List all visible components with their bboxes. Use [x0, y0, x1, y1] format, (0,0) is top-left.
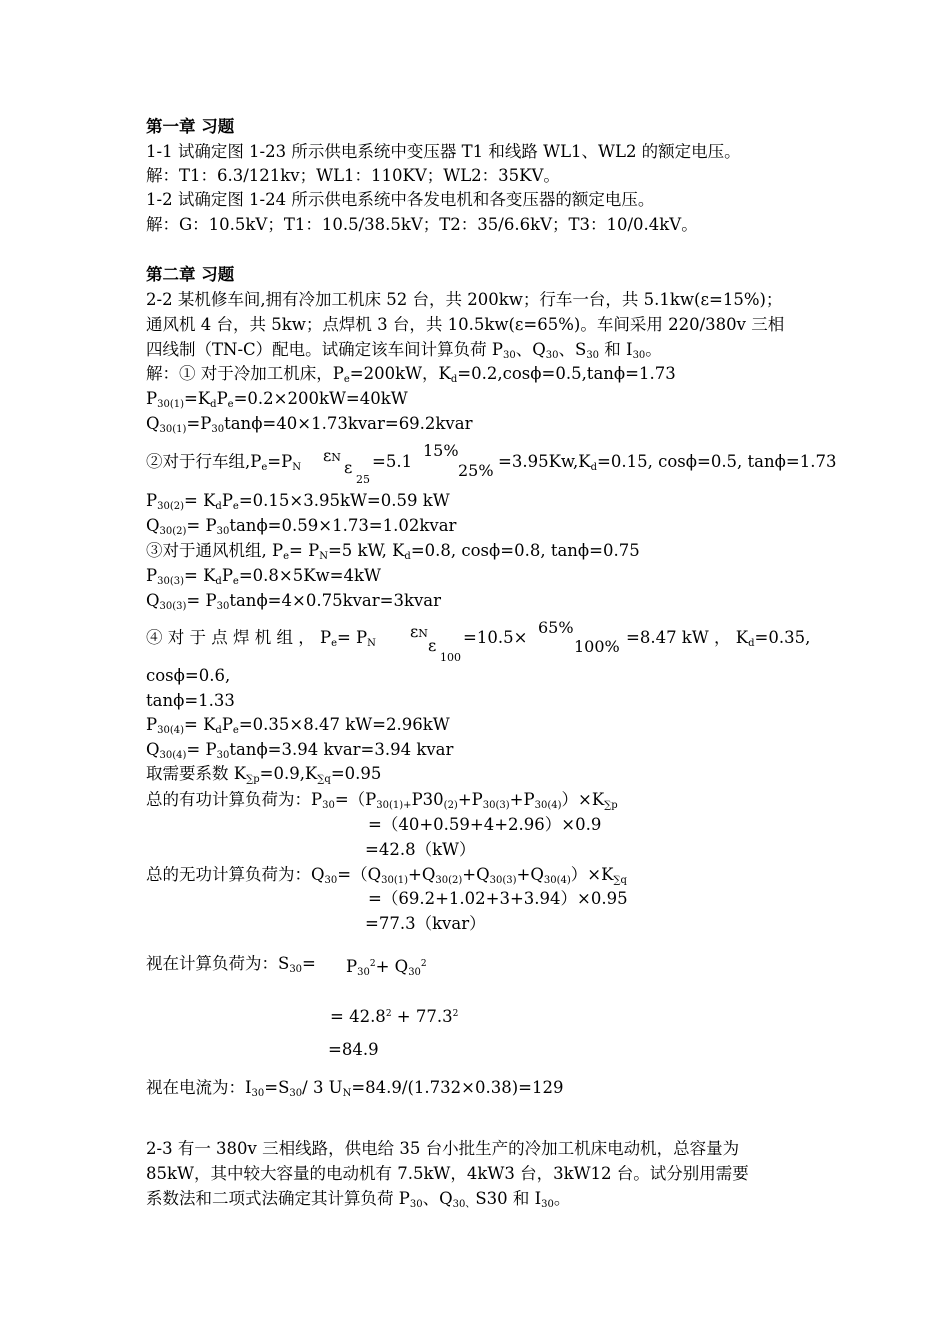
- solution-step3: ③对于通风机组, $P_e= P_N=5$ kW, $K_d=0.8$, cosϕ=0.8, tanϕ=0.75: [146, 541, 640, 562]
- answer-1-1: 解：T1：6.3/121kv；WL1：110KV；WL2：35KV。: [146, 166, 560, 185]
- step2-result: $=3.95Kw,K_d=0.15$, cosϕ=0.5, tanϕ=1.73: [498, 452, 837, 473]
- step4-tan: tanϕ=1.33: [146, 691, 235, 710]
- total-active-load-result: =42.8（kW）: [365, 840, 476, 859]
- q30-2-formula: $Q_{30(2)}=$ $P_{30}\tan\phi=0.59\times 1.73=1.02kvar$: [146, 516, 457, 537]
- chapter1-heading: 第一章 习题: [146, 117, 235, 136]
- question-1-1: 1-1 试确定图 1-23 所示供电系统中变压器 T1 和线路 WL1、WL2 的额定电压。: [146, 142, 741, 161]
- epsilon-100: ε: [428, 636, 437, 655]
- fraction-15-numerator: 15%: [423, 441, 459, 460]
- apparent-current: 视在电流为：$I_{30}=S_{30}/$ 3 $U_N=84.9/(1.732\times 0.38)=129$: [146, 1078, 564, 1099]
- epsilon-n-step4: εN: [410, 622, 428, 641]
- solution-step1: 解：① 对于冷加工机床，$P_e=200kW$，$K_d=0.2,\cos\phi=0.5,\tan\phi=1.73$: [146, 364, 676, 385]
- total-active-load: 总的有功计算负荷为：$P_{30}=(P_{30(1)+}P30_{(2)}+P_{30(3)}+P_{30(4)})\times K_{\sum p}$: [146, 790, 618, 811]
- total-reactive-load: 总的无功计算负荷为：$Q_{30}=(Q_{30(1)}+Q_{30(2)}+Q_{30(3)}+Q_{30(4)})\times K_{\sum q}$: [146, 865, 627, 886]
- fraction-65-numerator: 65%: [538, 618, 574, 637]
- question-2-2-line2: 通风机 4 台，共 5kw；点焊机 3 台，共 10.5kw(ε=65%)。车间采用 220/380v 三相: [146, 315, 785, 334]
- solution-step2: ②对于行车组$,P_e=P_N$: [146, 452, 301, 473]
- question-2-3-line3: 系数法和二项式法确定其计算负荷 $P_{30}$、$Q_{30、}S30$ 和 $I_{30}$。: [146, 1189, 571, 1210]
- question-2-3-line2: 85kW，其中较大容量的电动机有 7.5kW，4kW3 台，3kW12 台。试分别用需要: [146, 1164, 749, 1183]
- step4-cos: cosϕ=0.6,: [146, 666, 231, 685]
- fraction-25-denominator: 25%: [458, 461, 494, 480]
- apparent-load-radicand: $P_{30}^2+ Q_{30}^2$: [346, 957, 427, 978]
- q30-3-formula: $Q_{30(3)}=$ $P_{30}\tan\phi=4\times 0.75kvar=3kvar$: [146, 591, 441, 612]
- total-reactive-load-result: =77.3（kvar）: [365, 914, 486, 933]
- solution-step4: ④ 对 于 点 焊 机 组 ， $P_e= P_N$: [146, 628, 376, 649]
- step4-eq: =10.5×: [463, 628, 528, 647]
- apparent-load-line2: = $42.8^2 + 77.3^2$: [330, 1007, 459, 1026]
- epsilon-25: ε: [344, 458, 353, 477]
- apparent-load: 视在计算负荷为：$S_{30}=$: [146, 954, 316, 975]
- question-2-2-line1: 2-2 某机修车间,拥有冷加工机床 52 台，共 200kw；行车一台，共 5.1kw(ε=15%)；: [146, 290, 783, 309]
- apparent-load-result: =84.9: [328, 1040, 379, 1059]
- epsilon-25-sub: 25: [356, 473, 370, 486]
- p30-4-formula: $P_{30(4)}= K_dP_e=0.35\times 8.47$ kW=2.96kW: [146, 715, 450, 736]
- q30-1-formula: $Q_{30(1)}=P_{30}\tan\phi=40\times 1.73kvar=69.2kvar$: [146, 414, 473, 435]
- chapter2-heading: 第二章 习题: [146, 265, 235, 284]
- question-2-2-line3: 四线制（TN-C）配电。试确定该车间计算负荷 $P_{30}$、$Q_{30}$、$S_{30}$ 和 $I_{30}$。: [146, 340, 662, 361]
- total-active-load-line2: =（40+0.59+4+2.96）×0.9: [368, 815, 602, 834]
- p30-2-formula: $P_{30(2)}= K_dP_e=0.15\times 3.95kW=0.59$ kW: [146, 491, 450, 512]
- question-2-3-line1: 2-3 有一 380v 三相线路，供电给 35 台小批生产的冷加工机床电动机，总容量为: [146, 1139, 740, 1158]
- step4-result: =8.47 kW ， $K_d=0.35$,: [626, 628, 811, 649]
- step2-eq: =5.1: [372, 452, 413, 471]
- p30-3-formula: $P_{30(3)}= K_dP_e=0.8\times 5Kw=4kW$: [146, 566, 381, 587]
- demand-coefficients: 取需要系数 $K_{\sum p}=0.9,K_{\sum q}=0.95$: [146, 764, 382, 785]
- question-1-2: 1-2 试确定图 1-24 所示供电系统中各发电机和各变压器的额定电压。: [146, 190, 655, 209]
- total-reactive-load-line2: =（69.2+1.02+3+3.94）×0.95: [368, 889, 628, 908]
- p30-1-formula: $P_{30(1)}=K_dP_e=0.2\times 200kW=40kW$: [146, 389, 408, 410]
- epsilon-100-sub: 100: [440, 651, 461, 664]
- fraction-100-denominator: 100%: [574, 637, 620, 656]
- answer-1-2: 解：G：10.5kV；T1：10.5/38.5kV；T2：35/6.6kV；T3：10/0.4kV。: [146, 215, 698, 234]
- q30-4-formula: $Q_{30(4)}= P_{30}\tan\phi=3.94$ kvar=3.94 kvar: [146, 740, 454, 761]
- epsilon-n: εN: [323, 446, 341, 465]
